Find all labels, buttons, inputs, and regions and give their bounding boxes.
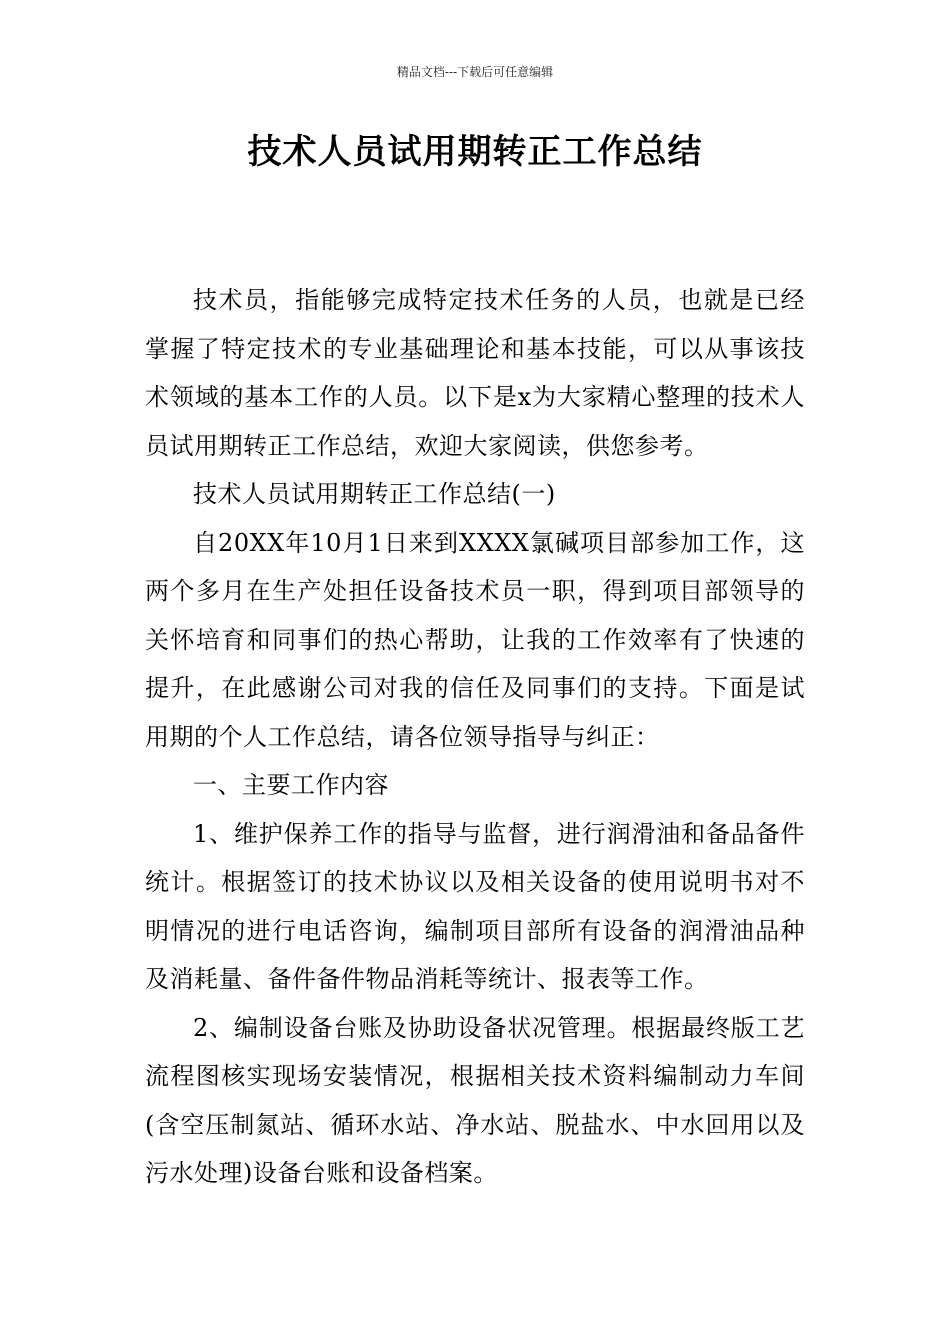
opening-paragraph: 自20XX年10月1日来到XXXX氯碱项目部参加工作，这两个多月在生产处担任设备技术员一职，得到项目部领导的关怀培育和同事们的热心帮助，让我的工作效率有了快速的提升，在此感谢公司对我的信任及同事们的支持。下面是试用期的个人工作总结，请各位领导指导与纠正： <box>145 528 805 751</box>
document-title: 技术人员试用期转正工作总结 <box>247 132 703 172</box>
page-header-note: 精品文档---下载后可任意编辑 <box>396 65 554 79</box>
work-item-1-paragraph: 1、维护保养工作的指导与监督，进行润滑油和备品备件统计。根据签订的技术协议以及相关设备的使用说明书对不明情况的进行电话咨询，编制项目部所有设备的润滑油品种及消耗量、备件备件物品消耗等统计、报表等工作。 <box>145 819 805 993</box>
intro-paragraph: 技术员，指能够完成特定技术任务的人员，也就是已经掌握了特定技术的专业基础理论和基本技能，可以从事该技术领域的基本工作的人员。以下是x为大家精心整理的技术人员试用期转正工作总结，欢迎大家阅读，供您参考。 <box>145 286 805 460</box>
document-body <box>145 276 805 1198</box>
work-item-2-paragraph: 2、编制设备台账及协助设备状况管理。根据最终版工艺流程图核实现场安装情况，根据相关技术资料编制动力车间(含空压制氮站、循环水站、净水站、脱盐水、中水回用以及污水处理)设备台账和设备档案。 <box>145 1013 805 1187</box>
section-heading-part-one: 技术人员试用期转正工作总结(一) <box>193 480 556 508</box>
section-heading-main-work: 一、主要工作内容 <box>193 771 389 799</box>
